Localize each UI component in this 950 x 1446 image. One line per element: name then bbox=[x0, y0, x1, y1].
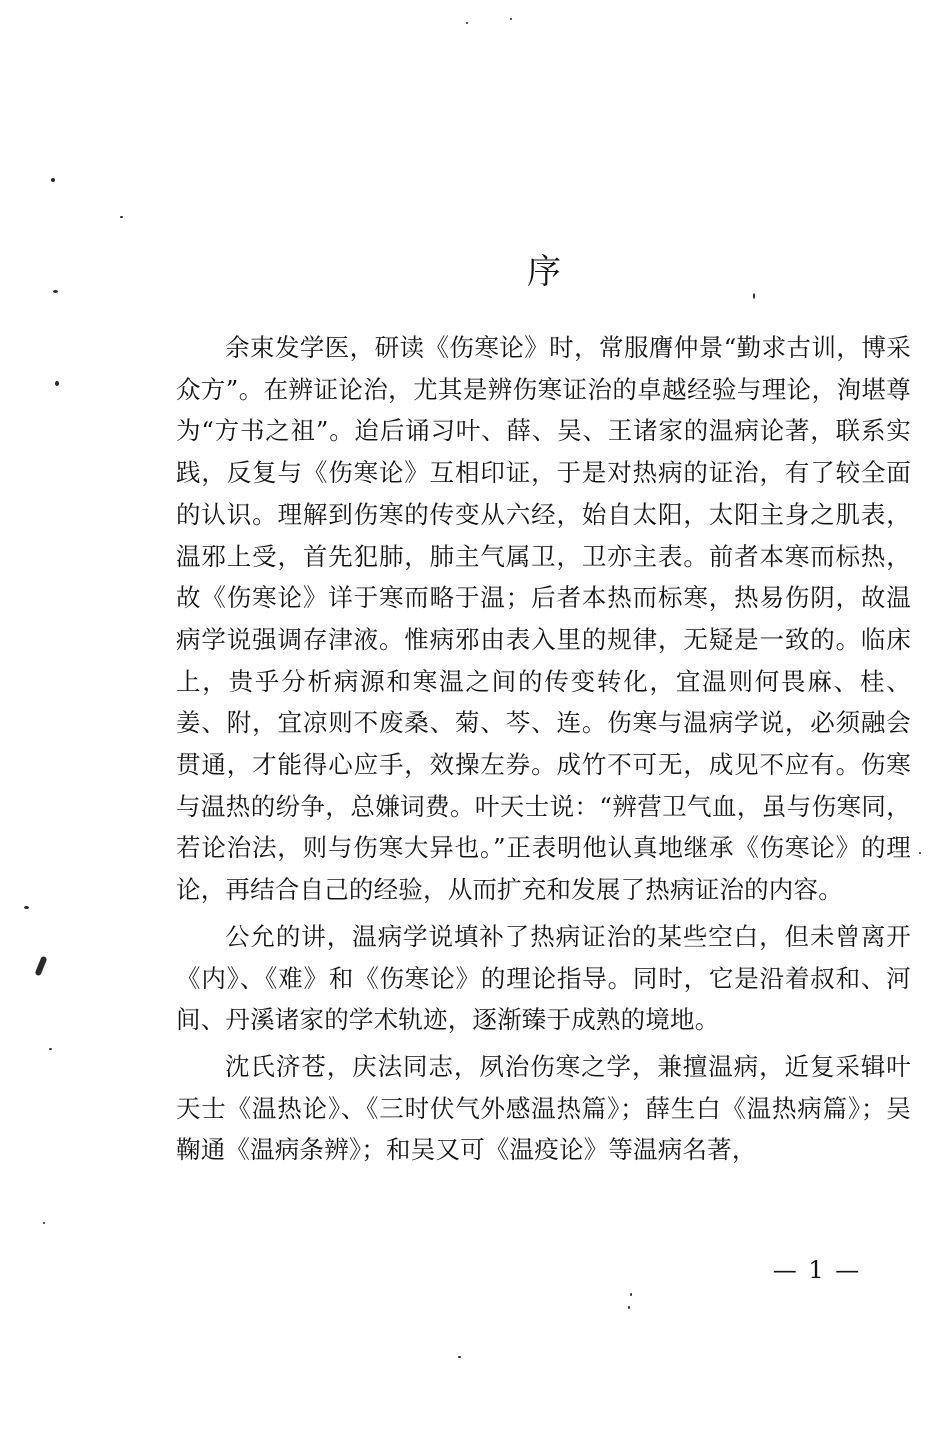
scan-speck bbox=[51, 178, 55, 182]
paragraph-1: 余束发学医，研读《伤寒论》时，常服膺仲景“勤求古训，博采众方”。在辨证论治，尤其是辨伤寒证治的卓越经验与理论，洵堪尊为“方书之祖”。迨后诵习叶、薛、吴、王诸家的温病论著，联系实践，反复与《伤寒论》互相印证，于是对热病的证治，有了较全面的认识。理解到伤寒的传变从六经，始自太阳，太阳主身之肌表，温邪上受，首先犯肺，肺主气属卫，卫亦主表。前者本寒而标热，故《伤寒论》详于寒而略于温；后者本热而标寒，热易伤阴，故温病学说强调存津液。惟病邪由表入里的规律，无疑是一致的。临床上，贵乎分析病源和寒温之间的传变转化，宜温则何畏麻、桂、姜、附，宜凉则不废桑、菊、芩、连。伤寒与温病学说，必须融会贯通，才能得心应手，效操左券。成竹不可无，成见不应有。伤寒与温热的纷争，总嫌词费。叶天士说：“辨营卫气血，虽与伤寒同，若论治法，则与伤寒大异也。”正表明他认真地继承《伤寒论》的理论，再结合自己的经验，从而扩充和发展了热病证治的内容。 bbox=[176, 333, 911, 905]
page-title: 序 bbox=[527, 252, 561, 292]
preface-body bbox=[176, 327, 911, 1176]
scan-speck bbox=[43, 1222, 45, 1224]
page-number: — 1 — bbox=[772, 1256, 862, 1284]
scan-speck bbox=[55, 381, 59, 386]
scan-speck bbox=[919, 852, 921, 854]
scan-speck bbox=[34, 956, 47, 977]
scan-speck bbox=[753, 293, 755, 299]
scan-speck bbox=[628, 1306, 630, 1309]
paragraph-2: 公允的讲，温病学说填补了热病证治的某些空白，但未曾离开《内》、《难》和《伤寒论》的理论指导。同时，它是沿着叔和、河间、丹溪诸家的学术轨迹，逐渐臻于成熟的境地。 bbox=[176, 921, 911, 1035]
scan-speck bbox=[53, 290, 58, 293]
scan-speck bbox=[120, 216, 123, 218]
scan-speck bbox=[510, 18, 512, 20]
scan-speck bbox=[24, 906, 29, 909]
scan-speck bbox=[630, 1293, 632, 1296]
scan-speck bbox=[466, 22, 468, 24]
scan-speck bbox=[458, 1356, 461, 1358]
paragraph-3: 沈氏济苍，庆法同志，夙治伤寒之学，兼擅温病，近复采辑叶天士《温热论》、《三时伏气外感温热篇》；薛生白《温热病篇》；吴鞠通《温病条辨》；和吴又可《温疫论》等温病名著， bbox=[176, 1051, 911, 1165]
scan-speck bbox=[49, 1048, 52, 1050]
